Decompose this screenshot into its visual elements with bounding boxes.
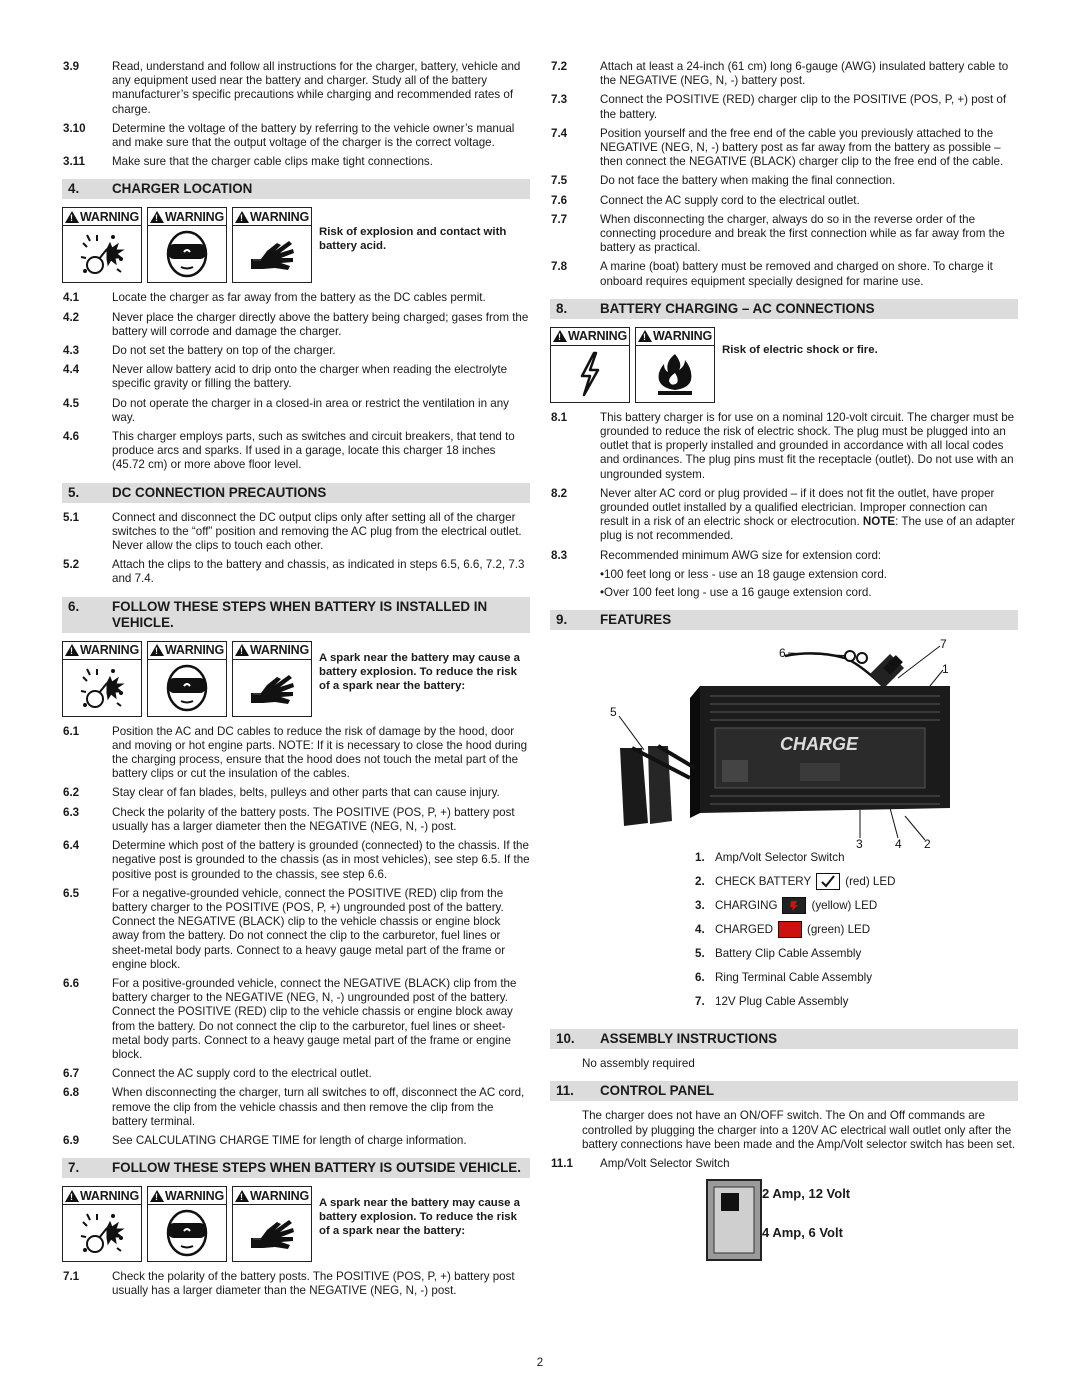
warning-triangle-icon: ! [65, 644, 79, 656]
warning-triangle-icon: ! [638, 330, 652, 342]
step-4-5: 4.5 Do not operate the charger in a closed-in area or restrict the ventilation in any way. [63, 396, 509, 424]
step-6-6: 6.6 For a positive-grounded vehicle, connect the NEGATIVE (BLACK) clip from the battery charger to the NEGATIVE (NEG, N, -) ungrounded post of the battery. Connect the POSITIVE (RED) clip to the vehicle chassis or engine block away from the battery. Do not connect the clip to the carburetor, fuel lines or sheet-metal body parts. Connect to a heavy gauge metal part of the frame or engine block. [63, 976, 517, 1061]
section-7-warnings [62, 1186, 530, 1262]
warning-triangle-icon: ! [150, 1190, 164, 1202]
step-5-1: 5.1 Connect and disconnect the DC output clips only after setting all of the charger switches to the “off” position and removing the AC plug from the electrical outlet. Never allow the clips to touch each other. [63, 510, 522, 553]
step-7-5: 7.5 Do not face the battery when making the final connection. [551, 174, 896, 188]
step-4-4: 4.4 Never allow battery acid to drip onto the charger when reading the electrolyte specific gravity or filling the battery. [63, 363, 508, 391]
section-9-header: 9. FEATURES [550, 610, 1018, 630]
step-4-2: 4.2 Never place the charger directly above the battery being charged; gases from the battery will corrode and damage the charger. [63, 310, 529, 338]
callout-3: 3 [856, 837, 863, 849]
step-7-3: 7.3 Connect the POSITIVE (RED) charger clip to the POSITIVE (POS, P, +) post of the battery. [551, 93, 1007, 121]
callout-7: 7 [940, 638, 947, 652]
section-4-header: 4. CHARGER LOCATION [62, 179, 530, 199]
warning-triangle-icon: ! [65, 1190, 79, 1202]
warning-goggles: ! WARNING [147, 641, 227, 717]
step-3-9: 3.9 Read, understand and follow all instructions for the charger, battery, vehicle and any equipment used near the battery and charger. Study all of the battery manufacturer’s specific precautions while charging and recommended rates of charge. [63, 60, 521, 116]
warning-triangle-icon: ! [235, 211, 249, 223]
step-7-6: 7.6 Connect the AC supply cord to the electrical outlet. [551, 193, 860, 207]
warning-triangle-icon: ! [150, 211, 164, 223]
right-column [550, 60, 1018, 1269]
callout-4: 4 [895, 837, 902, 849]
warning-text: Risk of electric shock or fire. [722, 343, 878, 356]
warning-glove: ! WARNING [232, 207, 312, 283]
step-5-2: 5.2 Attach the clips to the battery and chassis, as indicated in steps 6.5, 6.6, 7.2, 7.3 and 7.4. [63, 558, 525, 586]
step-4-6: 4.6 This charger employs parts, such as switches and circuit breakers, that tend to produce arcs and sparks. If used in a garage, locate this charger 18 inches (45.72 cm) or more above floor level. [63, 430, 515, 472]
safety-goggles-icon [162, 663, 212, 713]
check-battery-led-icon [816, 873, 840, 890]
warning-fire: ! WARNING [635, 327, 715, 403]
warning-electric-shock: ! WARNING [550, 327, 630, 403]
warning-triangle-icon: ! [553, 330, 567, 342]
warning-goggles: ! WARNING [147, 1186, 227, 1262]
warning-explosion: ! WARNING [62, 641, 142, 717]
warning-text: A spark near the battery may cause a battery explosion. To reduce the risk of a spark near the battery: [319, 1197, 520, 1238]
glove-icon [247, 663, 297, 713]
step-7-8: 7.8 A marine (boat) battery must be removed and charged on shore. To charge it onboard requires equipment specially designed for marine use. [551, 260, 993, 288]
assembly-text: No assembly required [582, 1057, 695, 1071]
left-column [62, 60, 530, 1304]
warning-text: A spark near the battery may cause a battery explosion. To reduce the risk of a spark near the battery: [319, 651, 520, 692]
callout-2: 2 [924, 837, 931, 849]
step-7-7: 7.7 When disconnecting the charger, always do so in the reverse order of the connecting procedure and break the first connection while as far away from the battery as practical. [551, 212, 1005, 255]
warning-glove: ! WARNING [232, 641, 312, 717]
step-7-4: 7.4 Position yourself and the free end of the cable you previously attached to the NEGATIVE (NEG, N, -) battery post as far away from the battery as possible – then connect the NEGATIVE (BLACK) charger clip to the free end of the cable. [551, 126, 1004, 169]
step-6-2: 6.2 Stay clear of fan blades, belts, pulleys and other parts that can cause injury. [63, 786, 500, 800]
list-item: •100 feet long or less - use an 18 gauge extension cord. [600, 567, 888, 581]
battery-charger-image [550, 638, 1018, 848]
section-11-header: 11. CONTROL PANEL [550, 1081, 1018, 1101]
features-list [695, 848, 1018, 1011]
step-6-3: 6.3 Check the polarity of the battery posts. The POSITIVE (POS, P, +) battery post usually has a larger diameter then the NEGATIVE (NEG, N, -) post. [63, 805, 515, 833]
step-7-2: 7.2 Attach at least a 24-inch (61 cm) long 6-gauge (AWG) insulated battery cable to the NEGATIVE (NEG, N, -) battery post. [551, 60, 1009, 88]
step-8-3: 8.3 Recommended minimum AWG size for extension cord: [551, 548, 882, 562]
charger-brand-label: CHARGE [780, 734, 859, 755]
step-6-1: 6.1 Position the AC and DC cables to reduce the risk of damage by the hood, door and moving or hot engine parts. NOTE: If it is necessary to close the hood during the charging process, ensure that the hood does not touch the metal part of the battery clips or cut the insulation of the cables. [63, 724, 528, 781]
section-5-header: 5. DC CONNECTION PRECAUTIONS [62, 483, 530, 503]
warning-glove: ! WARNING [232, 1186, 312, 1262]
step-7-1: 7.1 Check the polarity of the battery posts. The POSITIVE (POS, P, +) battery post usually has a larger diameter than the NEGATIVE (NEG, N, -) post. [63, 1270, 515, 1298]
warning-triangle-icon: ! [65, 211, 79, 223]
section-8-warnings [550, 327, 1018, 403]
warning-triangle-icon: ! [150, 644, 164, 656]
step-6-4: 6.4 Determine which post of the battery is grounded (connected) to the chassis. If the negative post is grounded to the chassis (as in most vehicles), see step 6.5. If the positive post is grounded to the chassis, see step 6.6. [63, 839, 530, 881]
warning-goggles: ! WARNING [147, 207, 227, 283]
section-8-header: 8. BATTERY CHARGING – AC CONNECTIONS [550, 299, 1018, 319]
list-item: 6. Ring Terminal Cable Assembly [695, 970, 873, 984]
fire-icon [650, 349, 700, 399]
step-8-1: 8.1 This battery charger is for use on a nominal 120-volt circuit. The charger must be grounded to reduce the risk of electric shock. The plug must be plugged into an outlet that is properly installed and grounded in accordance with all local codes and ordinances. The plug pins must fit the receptacle (outlet). Do not use with an ungrounded system. [551, 410, 1015, 481]
step-6-5: 6.5 For a negative-grounded vehicle, connect the POSITIVE (RED) clip from the battery charger to the POSITIVE (POS, P, +) ungrounded post of the battery. Connect the NEGATIVE (BLACK) clip to the vehicle chassis or engine block away from the battery. Do not connect the clip to the carburetor, fuel lines or sheet-metal body parts. Connect to a heavy gauge metal part of the frame or engine block. [63, 886, 506, 971]
step-11-1: 11.1 Amp/Volt Selector Switch [551, 1157, 730, 1171]
control-panel-text: The charger does not have an ON/OFF switch. The On and Off commands are controlled by plugging the charger into a 120V AC electrical wall outlet only after the battery connections have been made and the Amp/Volt selector switch has been set. [582, 1109, 1016, 1151]
amp-volt-selector [550, 1179, 1018, 1269]
safety-goggles-icon [162, 229, 212, 279]
list-item: 5. Battery Clip Cable Assembly [695, 946, 862, 960]
section-6-warnings [62, 641, 530, 717]
section-7-header: 7. FOLLOW THESE STEPS WHEN BATTERY IS OUTSIDE VEHICLE. [62, 1158, 530, 1178]
charged-led-icon [778, 921, 802, 938]
section-6-header: 6. FOLLOW THESE STEPS WHEN BATTERY IS INSTALLED IN VEHICLE. [62, 597, 530, 633]
step-6-7: 6.7 Connect the AC supply cord to the electrical outlet. [63, 1067, 372, 1081]
list-item: 1. Amp/Volt Selector Switch [695, 850, 845, 864]
section-10-header: 10. ASSEMBLY INSTRUCTIONS [550, 1029, 1018, 1049]
list-item: 2. CHECK BATTERY (red) LED [695, 872, 1018, 891]
list-item: •Over 100 feet long - use a 16 gauge extension cord. [600, 586, 872, 600]
switch-label-4amp: 4 Amp, 6 Volt [762, 1225, 843, 1241]
step-3-10: 3.10 Determine the voltage of the battery by referring to the vehicle owner’s manual and make sure that the output voltage of the charger is the correct voltage. [63, 121, 515, 150]
charging-led-icon [782, 897, 806, 914]
callout-5: 5 [610, 705, 617, 720]
switch-label-2amp: 2 Amp, 12 Volt [762, 1186, 851, 1202]
warning-triangle-icon: ! [235, 1190, 249, 1202]
step-6-8: 6.8 When disconnecting the charger, turn all switches to off, disconnect the AC cord, remove the clip from the vehicle chassis and then remove the clip from the battery terminal. [63, 1086, 525, 1128]
list-item: 4. CHARGED (green) LED [695, 920, 1018, 939]
safety-goggles-icon [162, 1208, 212, 1258]
list-item: 3. CHARGING (yellow) LED [695, 896, 1018, 915]
glove-icon [247, 229, 297, 279]
list-item: 7. 12V Plug Cable Assembly [695, 994, 849, 1008]
lightning-bolt-icon [565, 349, 615, 399]
explosion-icon [77, 663, 127, 713]
warning-explosion: ! WARNING [62, 207, 142, 283]
warning-triangle-icon: ! [235, 644, 249, 656]
section-4-warnings [62, 207, 530, 283]
charger-illustration [550, 638, 1018, 848]
selector-switch-icon [706, 1179, 762, 1261]
callout-6: 6 [779, 646, 786, 661]
step-6-9: 6.9 See CALCULATING CHARGE TIME for length of charge information. [63, 1133, 467, 1147]
callout-1: 1 [942, 662, 949, 677]
step-4-3: 4.3 Do not set the battery on top of the charger. [63, 344, 336, 358]
warning-text: Risk of explosion and contact with battery acid. [319, 226, 507, 253]
glove-icon [247, 1208, 297, 1258]
extension-cord-list [550, 568, 1018, 600]
explosion-icon [77, 229, 127, 279]
warning-explosion: ! WARNING [62, 1186, 142, 1262]
step-3-11: 3.11 Make sure that the charger cable clips make tight connections. [63, 155, 433, 169]
step-8-2: 8.2 Never alter AC cord or plug provided – if it does not fit the outlet, have proper grounded outlet installed by a qualified electrician. Improper connection can result in a risk of an electric shock or electrocution. NOTE: The use of an adapter plug is not recommended. [551, 486, 1015, 543]
step-4-1: 4.1 Locate the charger as far away from the battery as the DC cables permit. [63, 291, 486, 305]
page-number: 2 [536, 1357, 544, 1369]
explosion-icon [77, 1208, 127, 1258]
